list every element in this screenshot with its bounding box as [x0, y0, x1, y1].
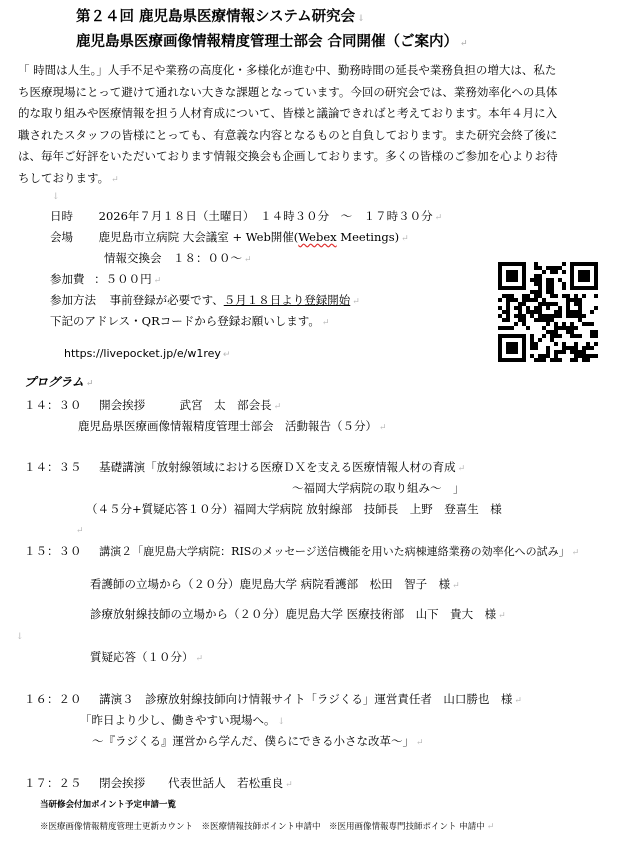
intro-line: ちしております。 ↵	[18, 170, 119, 185]
program-item-1-detail: 鹿児島県医療画像情報精度管理士部会 活動報告（５分） ↵	[78, 419, 387, 433]
intro-line: 「 時間は人生。」人手不足や業務の高度化・多様化が進む中、勤務時間の延長や業務負担の増大は、私た	[18, 63, 557, 77]
program-item-4-title: 「昨日より少し、働きやすい現場へ。 ↓	[80, 713, 286, 727]
method-value: 事前登録が必要です、	[109, 293, 224, 307]
program-item-3: １５：３０ 講演２「鹿児島大学病院：RISのメッセージ送信機能を用いた病棟連絡業務の効率化への試み」 ↵	[24, 544, 580, 558]
program-item-4: １６：２０ 講演３ 診療放射線技師向け情報サイト「ラジくる」運営責任者 山口勝也 様 ↵	[24, 692, 522, 706]
return-arrow-icon: ↵	[401, 234, 409, 244]
return-arrow-icon: ↵	[76, 526, 84, 536]
return-arrow-icon: ↵	[85, 379, 94, 389]
return-arrow-icon: ↵	[244, 255, 252, 265]
return-arrow-icon: ↵	[379, 423, 387, 433]
intro-line: ち医療現場にとって避けて通れない大きな課題となっています。今回の研究会では、業務効率化への具体	[18, 84, 558, 99]
return-arrow-icon: ↵	[153, 276, 162, 286]
return-arrow-icon: ↵	[514, 696, 522, 706]
program-time: １７：２５	[24, 776, 82, 790]
return-arrow-icon: ↵	[416, 738, 424, 748]
return-arrow-icon: ↵	[452, 581, 460, 591]
date-value: 2026年７月１８日（土曜日） １４時３０分 ～ １７時３０分	[98, 209, 433, 223]
venue-value: 鹿児島市立病院 大会議室 + Web開催(Webex Meetings)	[98, 230, 400, 244]
return-arrow-icon: ↵	[195, 654, 204, 664]
program-time: １４：３０	[24, 398, 82, 412]
return-arrow-icon: ↓	[52, 192, 60, 202]
registration-url[interactable]: https://livepocket.jp/e/w1rey ↵	[64, 347, 231, 360]
program-time: １５：３０	[24, 544, 82, 558]
return-arrow-icon: ↵	[498, 611, 506, 621]
return-arrow-icon: ↵	[273, 402, 282, 412]
program-item-5: １７：２５ 閉会挨拶 代表世話人 若松重良 ↵	[24, 776, 293, 790]
program-item-2-speaker: （４５分+質疑応答１０分）福岡大学病院 放射線部 技師長 上野 登喜生 様	[86, 502, 502, 516]
program-item-2-subtitle: ～福岡大学病院の取り組み～ 」	[292, 481, 465, 495]
program-item-3-speaker-1: 看護師の立場から（２０分）鹿児島大学 病院看護部 松田 智子 様 ↵	[90, 577, 460, 591]
method-label: 参加方法	[50, 293, 96, 307]
fee-value: ：５００円	[94, 272, 152, 286]
intro-line: は、毎年ご好評をいただいております情報交換会も企画しております。多くの皆様のご参加を心よりお待	[18, 149, 558, 164]
return-arrow-icon: ↵	[434, 213, 443, 223]
points-heading: 当研修会付加ポイント予定申請一覧	[40, 800, 177, 810]
points-notes: ※医療画像情報精度管理士更新カウント ※医療情報技師ポイント申請中 ※医用画像情報専門技師ポイント 申請中 ↵	[40, 822, 495, 832]
fee-label: 参加費	[50, 272, 85, 286]
return-arrow-icon: ↵	[457, 464, 466, 474]
return-arrow-icon: ↓	[277, 717, 286, 727]
program-item-1: １４：３０ 開会挨拶 武宮 太 部会長 ↵	[24, 398, 282, 412]
program-item-3-qa: 質疑応答（１０分） ↵	[90, 650, 204, 664]
program-item-2: １４：３５ 基礎講演「放射線領域における医療ＤＸを支える医療情報人材の育成 ↵	[24, 460, 466, 474]
program-heading: プログラム ↵	[24, 375, 94, 389]
date-label: 日時	[50, 209, 73, 223]
program-time: １６：２０	[24, 692, 82, 706]
program-time: １４：３５	[24, 460, 82, 474]
venue-row	[50, 230, 409, 246]
return-arrow-icon: ↵	[352, 297, 360, 307]
document-title-line1: 第２４回 鹿児島県医療情報システム研究会 ↓	[76, 8, 365, 25]
method-row-2: 下記のアドレス・QRコードから登録お願いします。 ↵	[50, 314, 330, 328]
intro-paragraph	[18, 60, 624, 192]
program-item-3-speaker-2: 診療放射線技師の立場から（２０分）鹿児島大学 医療技術部 山下 貴大 様 ↵	[90, 607, 506, 621]
qr-code-icon[interactable]	[498, 262, 598, 362]
document-title-line2: 鹿児島県医療画像情報精度管理士部会 合同開催（ご案内） ↵	[76, 33, 468, 50]
exchange-row: 情報交換会 １８：００～ ↵	[104, 251, 252, 265]
return-arrow-icon: ↵	[285, 780, 293, 790]
intro-line: 職されたスタッフの皆様にとっても、有意義な内容となるものと自負しております。また研究会終了後に	[18, 127, 558, 142]
return-arrow-icon: ↵	[460, 39, 468, 49]
method-row	[50, 293, 360, 309]
return-arrow-icon: ↵	[486, 822, 495, 832]
return-arrow-icon: ↵	[222, 350, 231, 360]
venue-label: 会場	[50, 230, 73, 244]
fee-row	[50, 272, 161, 288]
return-arrow-icon: ↵	[571, 548, 580, 558]
return-arrow-icon: ↵	[111, 174, 119, 185]
return-arrow-icon: ↵	[321, 318, 330, 328]
date-row	[50, 209, 442, 225]
registration-start-link[interactable]: ５月１８日より登録開始	[223, 293, 351, 307]
return-arrow-icon: ↓	[357, 14, 365, 24]
return-arrow-icon: ↓	[16, 632, 24, 642]
intro-line: 的な取り組みや医療情報を担う人材育成について、皆様と議論できればと考えております。本年４月に入	[18, 106, 558, 121]
program-item-4-subtitle: ～『ラジくる』運営から学んだ、僕らにできる小さな改革～」 ↵	[92, 734, 424, 748]
